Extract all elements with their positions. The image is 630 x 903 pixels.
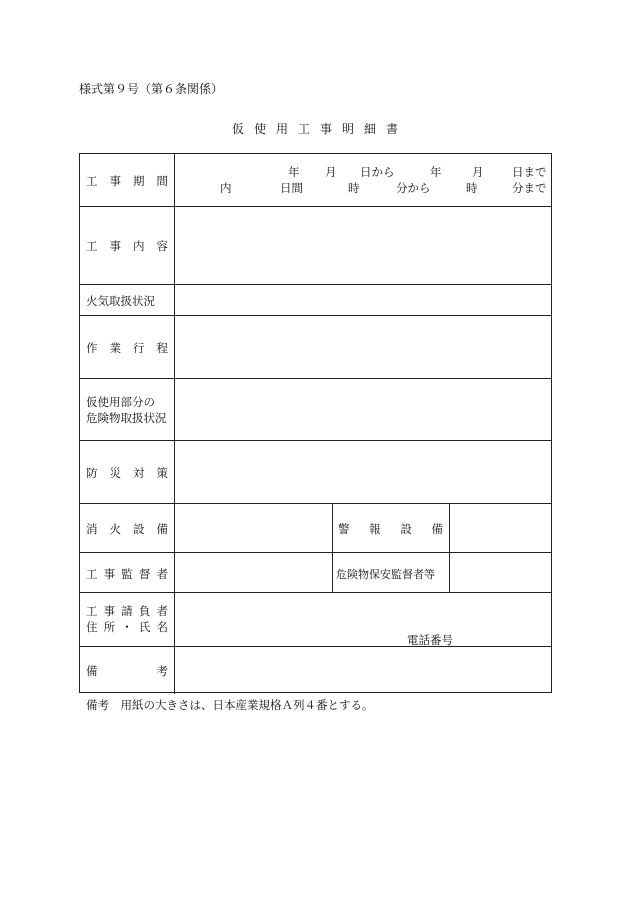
hour-from-label: 時: [348, 181, 360, 195]
minute-from-label: 分から: [396, 181, 431, 195]
content-label: 工 事 内 容: [86, 239, 168, 253]
row-divider: [80, 378, 551, 379]
form-number: 様式第９号（第６条関係）: [79, 82, 224, 96]
row-divider: [80, 646, 551, 647]
hour-to-label: 時: [466, 181, 478, 195]
year-to-label: 年: [430, 165, 442, 179]
label-column-divider: [174, 154, 175, 694]
extinguisher-label: 消 火 設 備: [86, 522, 168, 536]
column-divider: [449, 503, 450, 592]
contractor-label-line1: 工 事 請 負 者: [86, 604, 168, 618]
alarm-label: 警 報 設 備: [338, 522, 443, 536]
row-divider: [80, 592, 551, 593]
row-divider: [80, 440, 551, 441]
day-to-label: 日まで: [512, 165, 547, 179]
hazard-label-line2: 危険物取扱状況: [86, 411, 167, 425]
row-divider: [80, 503, 551, 504]
year-from-label: 年: [288, 165, 300, 179]
supervisor-label: 工 事 監 督 者: [86, 567, 168, 581]
remarks-label: 備 考: [86, 664, 168, 678]
disaster-label: 防 災 対 策: [86, 466, 168, 480]
document-title: 仮使用工事明細書: [231, 122, 408, 136]
phone-label: 電話番号: [407, 633, 453, 647]
process-label: 作 業 行 程: [86, 341, 168, 355]
day-from-label: 日から: [360, 165, 395, 179]
column-divider: [332, 503, 333, 592]
days-label: 日間: [280, 181, 303, 195]
footer-note: 備考 用紙の大きさは、日本産業規格Ａ列４番とする。: [86, 698, 374, 712]
row-divider: [80, 284, 551, 285]
month-to-label: 月: [472, 165, 484, 179]
fire-status-label: 火気取扱状況: [86, 294, 155, 308]
row-divider: [80, 206, 551, 207]
contractor-label-line2: 住 所 ・ 氏 名: [86, 620, 168, 634]
period-label: 工 事 期 間: [86, 174, 168, 188]
safety-supervisor-label: 危険物保安監督者等: [336, 568, 435, 581]
row-divider: [80, 315, 551, 316]
minute-to-label: 分まで: [512, 181, 547, 195]
row-divider: [80, 552, 551, 553]
detail-form-table: [79, 153, 552, 693]
within-label: 内: [220, 181, 232, 195]
hazard-label-line1: 仮使用部分の: [86, 395, 155, 409]
month-from-label: 月: [325, 165, 337, 179]
